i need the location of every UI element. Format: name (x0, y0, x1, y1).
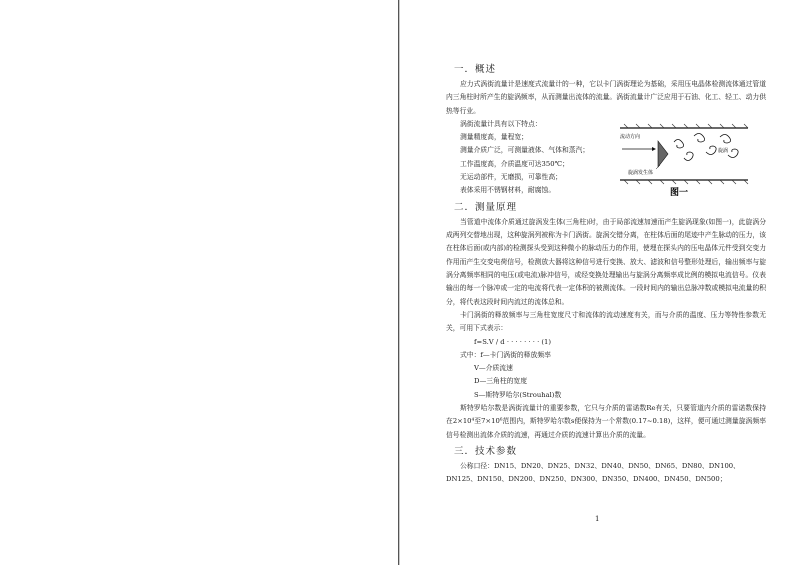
vortex-label: 旋涡 (718, 147, 729, 154)
generator-label: 旋涡发生体 (628, 169, 654, 176)
principle-paragraph-1: 当管道中流体介质通过旋涡发生体(三角柱)时，由于局部流速加速而产生旋涡现象(如图一)，此旋涡分成两列交替地出现，这种旋涡列被称为卡门涡街。旋涡交错分离，在柱体后面的尾迹中产生脉动的压力，该在柱体后面(或内部)的检测探头受到这种微小的脉动压力的作用，使埋在探头内的压电晶体元件受到交变力作用而产生交变电荷信号，检测放大器将这种信号进行变换、放大、滤波和信号整形处理后，输出频率与旋涡分离频率相同的电压(或电流)脉冲信号，或经变换处理输出与旋涡分离频率成比例的模拟电流信号。仪表输出的每一个脉冲或一定的电流将代表一定体积的被测流体。一段时间内的输出总脉冲数或模拟电流量的积分，将代表这段时间内流过的流体总和。 (446, 217, 766, 306)
page-content (446, 60, 766, 487)
principle-paragraph-3: 斯特罗哈尔数是涡街流量计的重要参数，它只与介质的雷诺数Re有关，只要管道内介质的雷诺数保持在2×10⁴至7×10⁶范围内，斯特罗哈尔数s便保持为一个常数(0.17~0.18)，这样，便可通过测量旋涡频率信号检测出流体介质的流速，再通过介质的流速计算出介质的流量。 (446, 404, 766, 439)
formula-where: 式中：f—卡门涡街的释放频率 (460, 350, 551, 359)
formula: f=S.V / d · · · · · · · · (1) (474, 337, 552, 346)
left-page (0, 0, 399, 565)
features-block (446, 118, 766, 198)
specs-line: 公称口径：DN15、DN20、DN25、DN32、DN40、DN50、DN65、DN80、DN100、 (460, 461, 740, 470)
figure-caption: 图一 (670, 187, 689, 198)
right-page (400, 0, 800, 565)
flow-direction-label: 流动方向 (620, 133, 641, 140)
vortex-diagram (618, 122, 750, 198)
specs-line: DN125、DN150、DN200、DN250、DN300、DN350、DN400、DN450、DN500； (446, 475, 727, 484)
overview-paragraph: 应力式涡街流量计是速度式流量计的一种，它以卡门涡街理论为基础，采用压电晶体检测流体通过管道内三角柱时所产生的旋涡频率，从而测量出流体的流量。涡街流量计广泛应用于石油、化工、轻工、动力供热等行业。 (446, 80, 766, 115)
formula-definition: S—斯特罗哈尔(Strouhal)数 (474, 390, 562, 399)
section-heading-specs: 三．技术参数 (454, 445, 518, 457)
feature-item: 表体采用不锈钢材料，耐腐蚀。 (460, 186, 556, 195)
feature-item: 无运动部件，无磨损，可靠性高； (460, 173, 562, 182)
feature-item: 工作温度高，介质温度可达350℃； (460, 159, 569, 168)
section-heading-principle: 二．测量原理 (454, 201, 518, 213)
feature-item: 测量介质广泛，可测量液体、气体和蒸汽； (460, 146, 590, 155)
page-number: 1 (595, 515, 600, 523)
formula-definition: V—介质流速 (474, 364, 513, 373)
principle-paragraph-2: 卡门涡街的释放频率与三角柱宽度尺寸和流体的流动速度有关，而与介质的温度、压力等特性参数无关，可用下式表示： (446, 310, 766, 333)
feature-item: 测量精度高，量程宽； (460, 133, 528, 142)
formula-definition: D—三角柱的宽度 (474, 377, 528, 386)
section-heading-overview: 一．概述 (454, 64, 497, 75)
features-title: 涡街流量计具有以下特点： (460, 119, 542, 128)
